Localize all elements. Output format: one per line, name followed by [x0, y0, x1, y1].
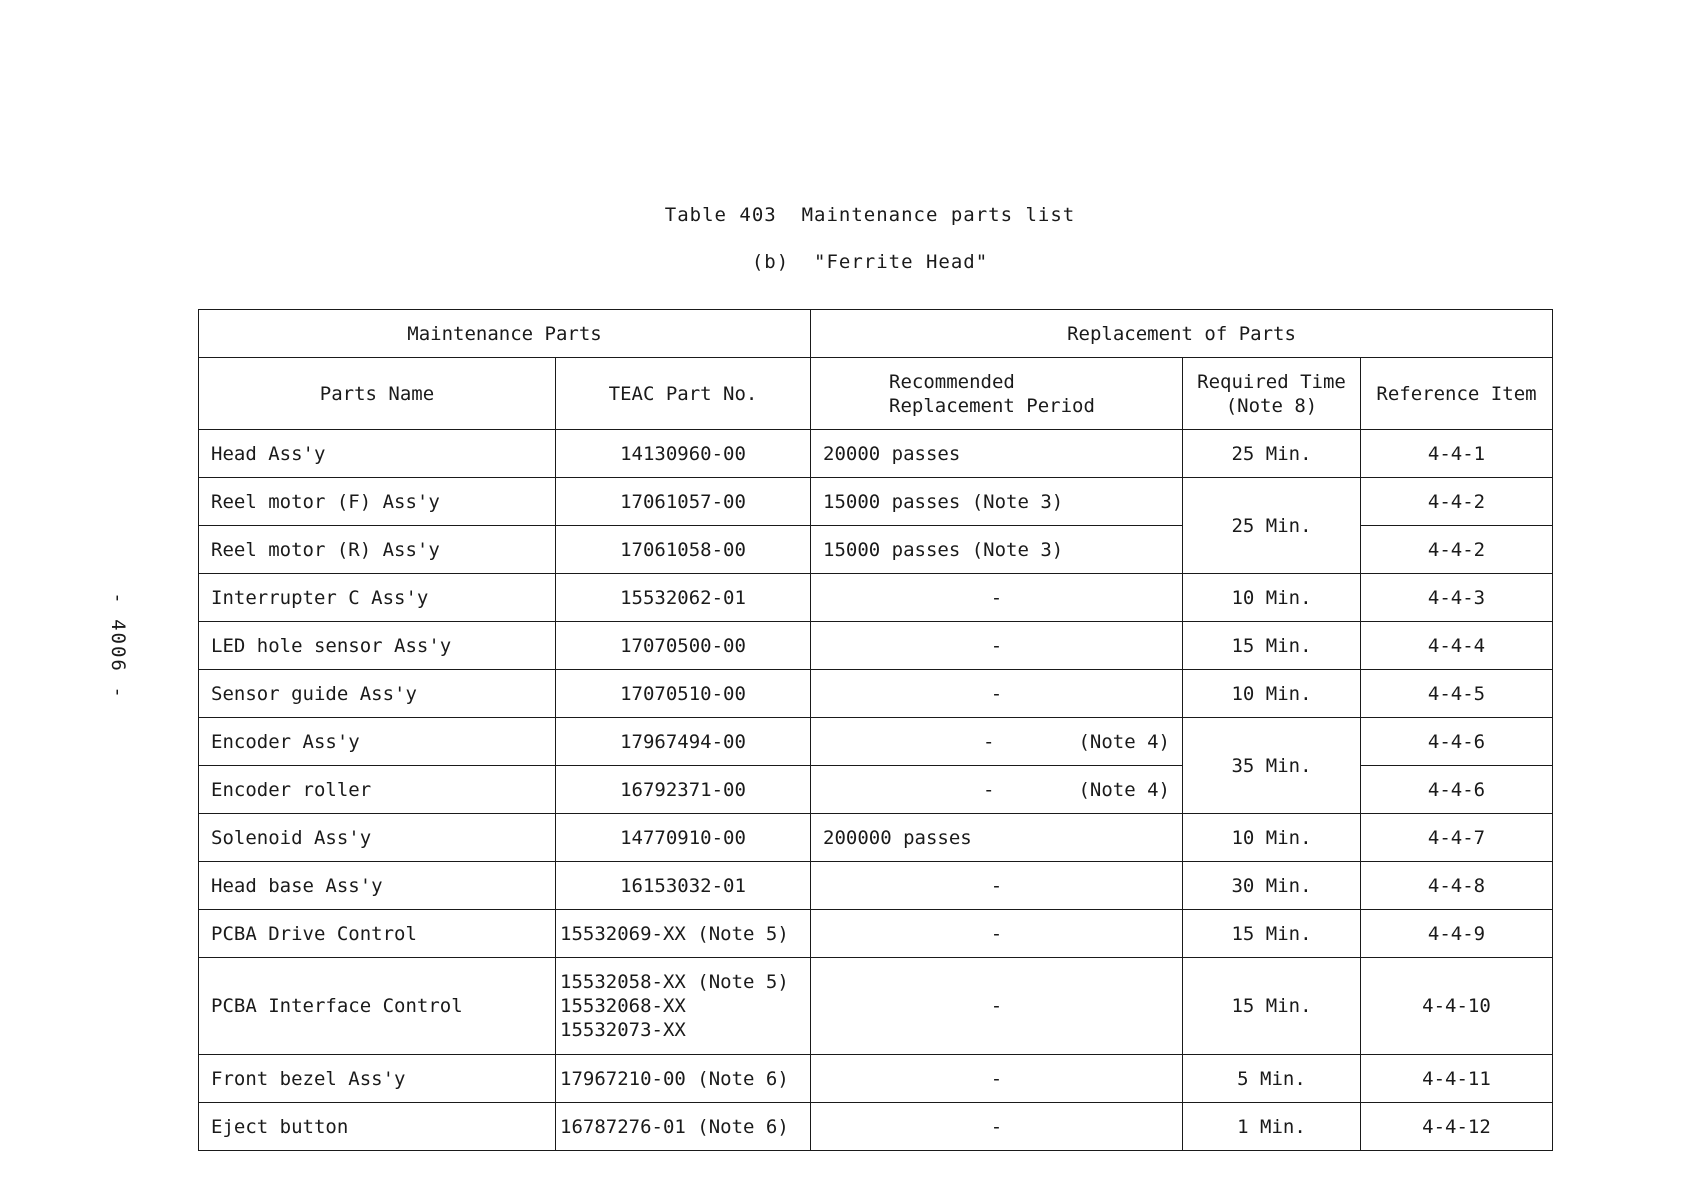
- cell-period: 200000 passes: [811, 814, 1183, 862]
- table-row: [199, 1055, 1553, 1103]
- cell-period: -: [811, 1055, 1183, 1103]
- cell-required-time: 15 Min.: [1183, 622, 1361, 670]
- cell-required-time: 15 Min.: [1183, 910, 1361, 958]
- table-row: [199, 670, 1553, 718]
- cell-part-no-line: 15532073-XX: [560, 1019, 686, 1041]
- cell-period-note: (Note 4): [1078, 778, 1170, 801]
- cell-part-no: 16787276-01 (Note 6): [556, 1103, 811, 1151]
- cell-required-time: 5 Min.: [1183, 1055, 1361, 1103]
- cell-reference-item: 4-4-10: [1361, 958, 1553, 1055]
- cell-period: -: [811, 574, 1183, 622]
- cell-period: 15000 passes (Note 3): [811, 478, 1183, 526]
- cell-required-time: 1 Min.: [1183, 1103, 1361, 1151]
- cell-reference-item: 4-4-6: [1361, 766, 1553, 814]
- maintenance-parts-table: [198, 309, 1553, 1151]
- cell-parts-name: PCBA Drive Control: [199, 910, 556, 958]
- cell-part-no: 17070510-00: [556, 670, 811, 718]
- cell-part-no-line: 15532068-XX: [560, 995, 686, 1017]
- cell-parts-name: Front bezel Ass'y: [199, 1055, 556, 1103]
- cell-part-no-line: 15532058-XX (Note 5): [560, 971, 789, 993]
- col-header-parts-name: Parts Name: [199, 358, 556, 430]
- table-row: [199, 814, 1553, 862]
- cell-reference-item: 4-4-9: [1361, 910, 1553, 958]
- cell-parts-name: Sensor guide Ass'y: [199, 670, 556, 718]
- cell-required-time: 10 Min.: [1183, 814, 1361, 862]
- table-row: [199, 574, 1553, 622]
- col-header-period-line1: Recommended: [889, 370, 1015, 393]
- table-row: [199, 430, 1553, 478]
- cell-part-no: 15532069-XX (Note 5): [556, 910, 811, 958]
- cell-period: -: [811, 670, 1183, 718]
- cell-parts-name: Solenoid Ass'y: [199, 814, 556, 862]
- table-title: Table 403 Maintenance parts list: [664, 204, 1076, 226]
- group-header-replacement-of-parts: Replacement of Parts: [811, 310, 1553, 358]
- group-header-row: [199, 310, 1553, 358]
- cell-reference-item: 4-4-4: [1361, 622, 1553, 670]
- cell-period: [811, 718, 1183, 766]
- cell-period: -: [811, 958, 1183, 1055]
- cell-reference-item: 4-4-3: [1361, 574, 1553, 622]
- cell-reference-item: 4-4-11: [1361, 1055, 1553, 1103]
- cell-reference-item: 4-4-1: [1361, 430, 1553, 478]
- cell-parts-name: LED hole sensor Ass'y: [199, 622, 556, 670]
- col-header-reference-item: Reference Item: [1361, 358, 1553, 430]
- cell-period: -: [811, 910, 1183, 958]
- cell-part-no: 14770910-00: [556, 814, 811, 862]
- col-header-part-no: TEAC Part No.: [556, 358, 811, 430]
- cell-required-time: 10 Min.: [1183, 574, 1361, 622]
- cell-parts-name: Encoder roller: [199, 766, 556, 814]
- cell-part-no: 16153032-01: [556, 862, 811, 910]
- cell-period-note: (Note 4): [1078, 730, 1170, 753]
- col-header-period-line2: Replacement Period: [889, 394, 1095, 417]
- cell-parts-name: Reel motor (R) Ass'y: [199, 526, 556, 574]
- cell-parts-name: Head Ass'y: [199, 430, 556, 478]
- cell-part-no: [556, 958, 811, 1055]
- cell-period: 15000 passes (Note 3): [811, 526, 1183, 574]
- cell-required-time: 10 Min.: [1183, 670, 1361, 718]
- cell-required-time: 25 Min.: [1183, 430, 1361, 478]
- cell-parts-name: PCBA Interface Control: [199, 958, 556, 1055]
- col-header-time-line1: Required Time: [1197, 370, 1346, 393]
- cell-period-dash: -: [983, 778, 995, 801]
- cell-period: -: [811, 862, 1183, 910]
- cell-period-dash: -: [983, 730, 995, 753]
- cell-parts-name: Head base Ass'y: [199, 862, 556, 910]
- col-header-period: [811, 358, 1183, 430]
- table-row: [199, 1103, 1553, 1151]
- table-row: [199, 478, 1553, 526]
- col-header-time-line2: (Note 8): [1225, 394, 1318, 417]
- group-header-maintenance-parts: Maintenance Parts: [199, 310, 811, 358]
- cell-parts-name: Encoder Ass'y: [199, 718, 556, 766]
- cell-part-no: 14130960-00: [556, 430, 811, 478]
- cell-reference-item: 4-4-6: [1361, 718, 1553, 766]
- cell-period: 20000 passes: [811, 430, 1183, 478]
- column-header-row: [199, 358, 1553, 430]
- col-header-required-time: [1183, 358, 1361, 430]
- cell-parts-name: Reel motor (F) Ass'y: [199, 478, 556, 526]
- cell-part-no: 17061057-00: [556, 478, 811, 526]
- cell-period: [811, 766, 1183, 814]
- table-row: [199, 958, 1553, 1055]
- cell-part-no: 15532062-01: [556, 574, 811, 622]
- cell-reference-item: 4-4-7: [1361, 814, 1553, 862]
- cell-required-time: 15 Min.: [1183, 958, 1361, 1055]
- cell-parts-name: Eject button: [199, 1103, 556, 1151]
- cell-parts-name: Interrupter C Ass'y: [199, 574, 556, 622]
- cell-reference-item: 4-4-8: [1361, 862, 1553, 910]
- cell-reference-item: 4-4-5: [1361, 670, 1553, 718]
- cell-reference-item: 4-4-2: [1361, 478, 1553, 526]
- cell-reference-item: 4-4-2: [1361, 526, 1553, 574]
- cell-required-time: 30 Min.: [1183, 862, 1361, 910]
- table-row: [199, 622, 1553, 670]
- table-row: [199, 862, 1553, 910]
- cell-part-no: 16792371-00: [556, 766, 811, 814]
- page-number: - 4006 -: [107, 592, 129, 700]
- cell-reference-item: 4-4-12: [1361, 1103, 1553, 1151]
- table-subtitle: (b) "Ferrite Head": [751, 251, 989, 273]
- cell-part-no: 17967210-00 (Note 6): [556, 1055, 811, 1103]
- table-row: [199, 910, 1553, 958]
- cell-required-time: 25 Min.: [1183, 478, 1361, 574]
- cell-period: -: [811, 622, 1183, 670]
- cell-part-no: 17061058-00: [556, 526, 811, 574]
- cell-period: -: [811, 1103, 1183, 1151]
- cell-part-no: 17967494-00: [556, 718, 811, 766]
- table-row: [199, 718, 1553, 766]
- cell-required-time: 35 Min.: [1183, 718, 1361, 814]
- cell-part-no: 17070500-00: [556, 622, 811, 670]
